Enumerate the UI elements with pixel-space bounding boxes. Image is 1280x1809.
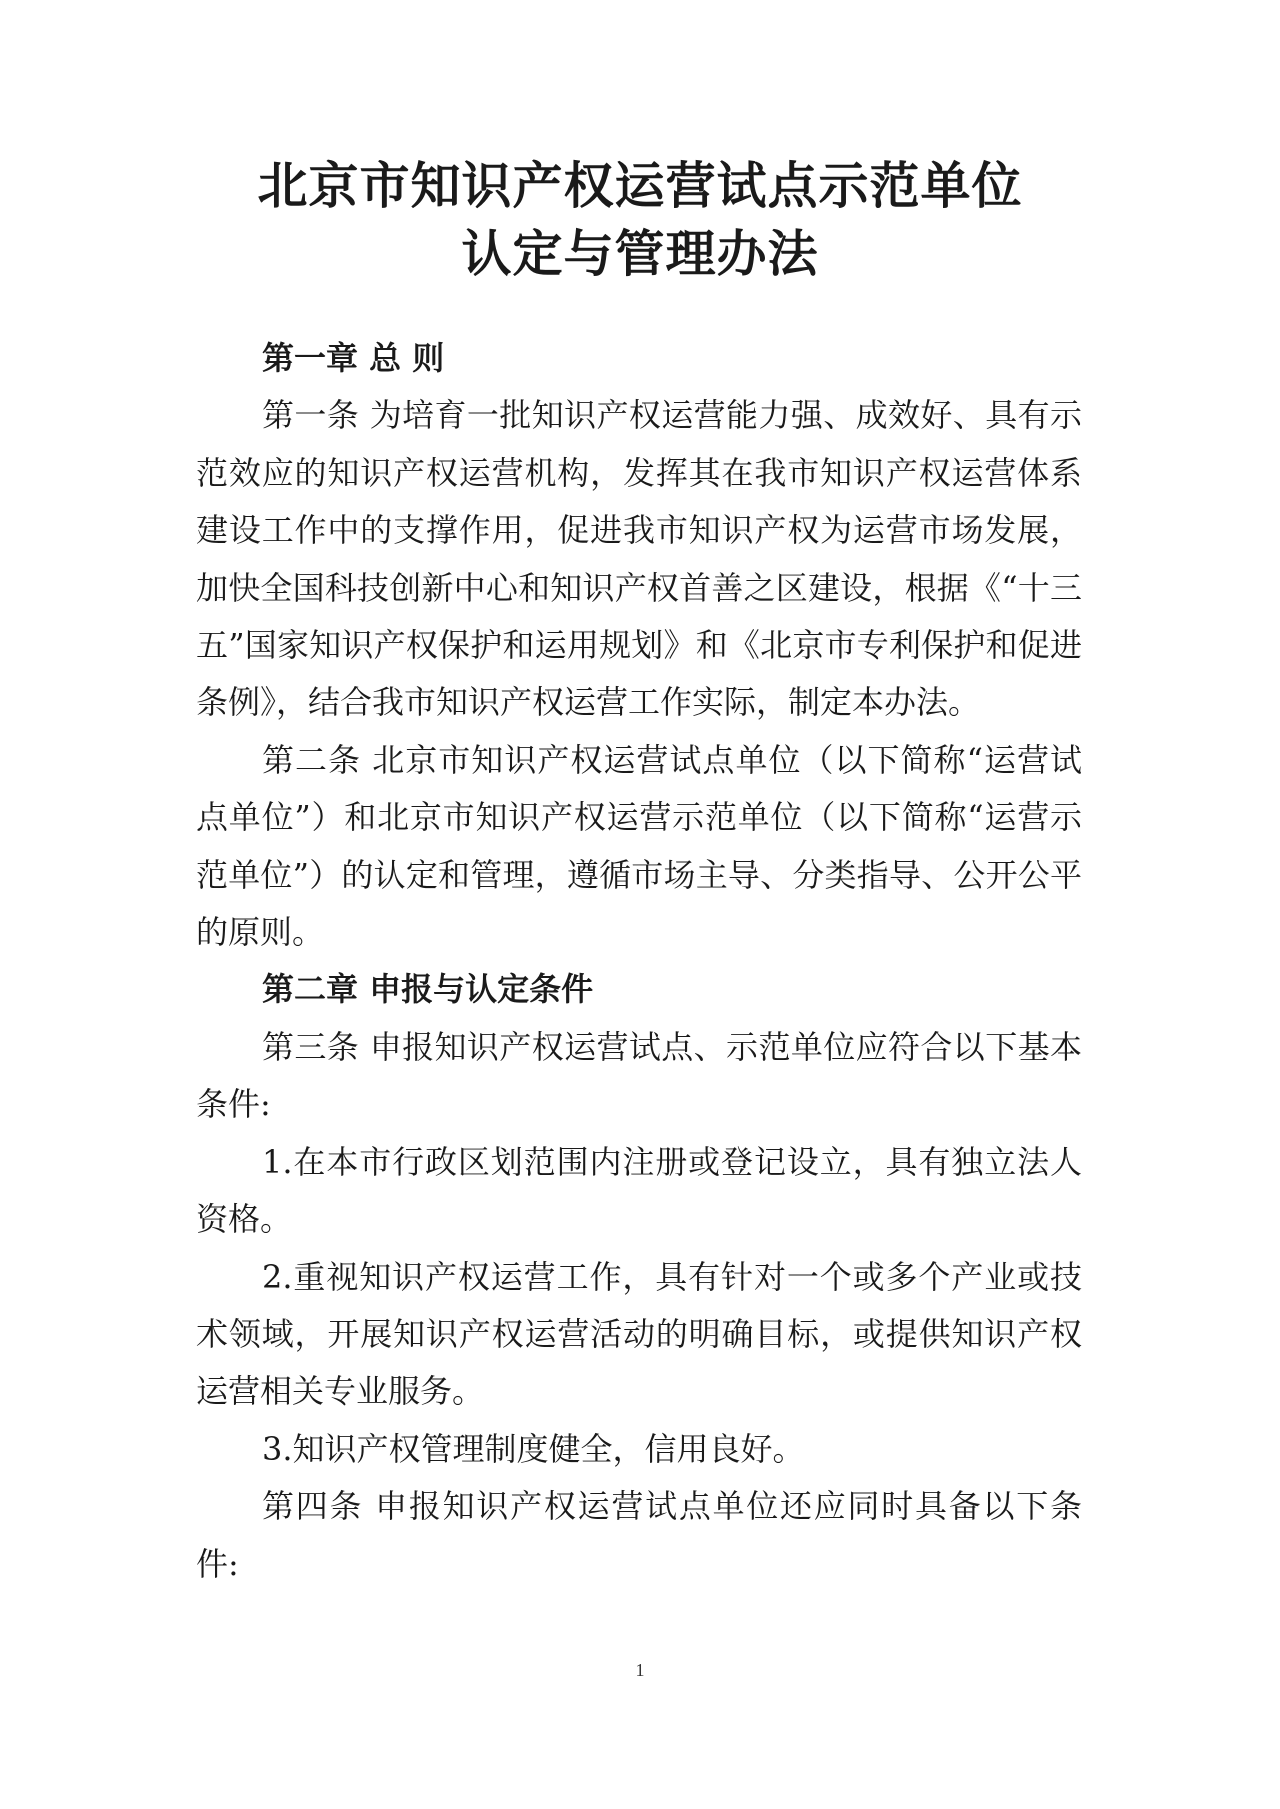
article-paragraph: 第四条 申报知识产权运营试点单位还应同时具备以下条件:	[196, 1487, 1082, 1583]
chapter-heading: 第二章 申报与认定条件	[262, 970, 594, 1009]
list-item: 1.在本市行政区划范围内注册或登记设立，具有独立法人资格。	[196, 1142, 1082, 1239]
document-body	[196, 330, 1082, 1593]
list-item: 3.知识产权管理制度健全，信用良好。	[262, 1429, 805, 1468]
article-paragraph: 第二条 北京市知识产权运营试点单位（以下简称“运营试点单位”）和北京市知识产权运营示范单位（以下简称“运营示范单位”）的认定和管理，遵循市场主导、分类指导、公开公平的原则。	[196, 740, 1082, 952]
page-number: 1	[635, 1660, 645, 1680]
article-paragraph: 第三条 申报知识产权运营试点、示范单位应符合以下基本条件:	[196, 1027, 1082, 1124]
title-line-2: 认定与管理办法	[461, 224, 819, 283]
title-line-1: 北京市知识产权运营试点示范单位	[257, 156, 1023, 215]
document-title	[0, 152, 1280, 288]
list-item: 2.重视知识产权运营工作，具有针对一个或多个产业或技术领域，开展知识产权运营活动的明确目标，或提供知识产权运营相关专业服务。	[196, 1257, 1082, 1411]
article-paragraph: 第一条 为培育一批知识产权运营能力强、成效好、具有示范效应的知识产权运营机构，发挥其在我市知识产权运营体系建设工作中的支撑作用，促进我市知识产权为运营市场发展，加快全国科技创新中心和知识产权首善之区建设，根据《“十三五”国家知识产权保护和运用规划》和《北京市专利保护和促进条例》，结合我市知识产权运营工作实际，制定本办法。	[196, 396, 1082, 722]
chapter-heading: 第一章 总 则	[262, 339, 445, 377]
